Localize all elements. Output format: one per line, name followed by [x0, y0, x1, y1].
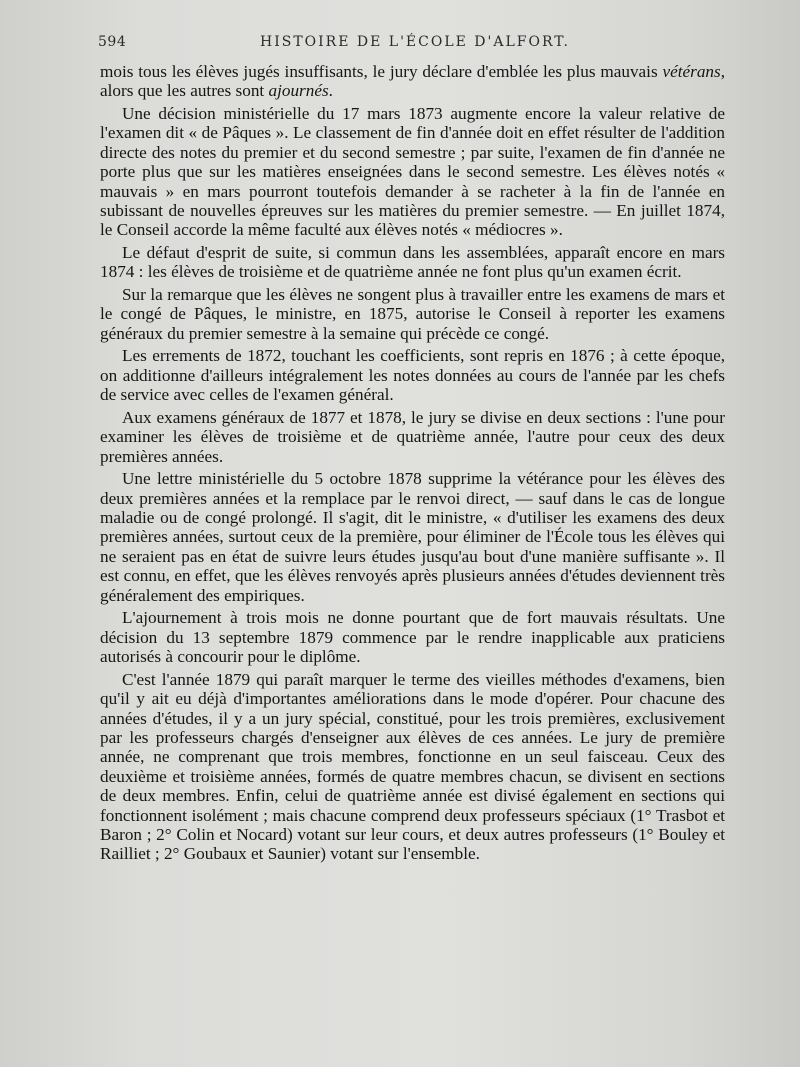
p1-text-a: mois tous les élèves jugés insuffisants, le jury déclare d'emblée les plus mauvais — [100, 62, 663, 81]
paragraph-8: L'ajournement à trois mois ne donne pourtant que de fort mauvais résultats. Une décision du 13 septembre 1879 commence par le rendre inapplicable aux praticiens autorisés à concourir pour le diplôme. — [100, 608, 725, 667]
paragraph-4: Sur la remarque que les élèves ne songent plus à travailler entre les examens de mars et le congé de Pâques, le ministre, en 1875, autorise le Conseil à reporter les examens généraux du premier semestre à la semaine qui précède ce congé. — [100, 285, 725, 343]
paragraph-6: Aux examens généraux de 1877 et 1878, le jury se divise en deux sections : l'une pour examiner les élèves de troisième et de quatrième année, l'autre pour ceux des deux premières années. — [100, 407, 725, 466]
p1-text-e: . — [328, 81, 333, 101]
running-head: HISTOIRE DE L'ÉCOLE D'ALFORT. — [260, 34, 570, 50]
paragraph-5: Les errements de 1872, touchant les coefficients, sont repris en 1876 ; à cette époque, on additionne d'ailleurs intégralement les notes données au cours de l'année par les chefs de service avec celles de l'examen général. — [100, 346, 725, 405]
paragraph-1 — [100, 62, 725, 101]
page-header — [98, 32, 738, 56]
p1-italic-veterans: vétérans — [662, 62, 721, 81]
p1-italic-ajournes: ajournés — [268, 81, 329, 101]
p1-text-c: , alors que les autres sont — [100, 62, 725, 101]
paragraph-2: Une décision ministérielle du 17 mars 1873 augmente encore la valeur relative de l'examen dit « de Pâques ». Le classement de fin d'année doit en effet résulter de l'addition directe des notes du premier et du second semestre ; par suite, l'examen de fin d'année ne porte plus que sur les matières enseignées dans le second semestre. Les élèves notés « mauvais » en mars pourront toutefois demander à se racheter à la fin de l'année en subissant de nouvelles épreuves sur les matières du premier semestre. — En juillet 1874, le Conseil accorde la même faculté aux élèves notés « médiocres ». — [100, 104, 725, 240]
paragraph-9: C'est l'année 1879 qui paraît marquer le terme des vieilles méthodes d'examens, bien qu'il y ait eu déjà d'importantes améliorations dans le mode d'opérer. Pour chacune des années d'études, il y a un jury spécial, constitué, pour les trois premières, exclusivement par les professeurs chargés d'enseigner aux élèves de ces années. Le jury de première année, ne comprenant que trois membres, fonctionne en un seul faisceau. Ceux des deuxième et troisième années, formés de quatre membres chacun, se divisent en sections de deux membres. Enfin, celui de quatrième année est divisé également en sections qui fonctionnent isolément ; mais chacune comprend deux professeurs spéciaux (1° Trasbot et Baron ; 2° Colin et Nocard) votant sur leur cours, et deux autres professeurs (1° Bouley et Railliet ; 2° Goubaux et Saunier) votant sur l'ensemble. — [100, 669, 725, 864]
paragraph-7: Une lettre ministérielle du 5 octobre 1878 supprime la vétérance pour les élèves des deux premières années et la remplace par le renvoi direct, — sauf dans le cas de longue maladie ou de congé prolongé. Il s'agit, dit le ministre, « d'utiliser les examens des deux premières années, surtout ceux de la première, pour éliminer de l'École tous les élèves qui ne seraient pas en état de suivre leurs études jusqu'au bout d'une manière suffisante ». Il est connu, en effet, que les élèves renvoyés après plusieurs années d'études deviennent très généralement des empiriques. — [100, 469, 725, 605]
page-number: 594 — [98, 34, 127, 50]
paragraph-3: Le défaut d'esprit de suite, si commun dans les assemblées, apparaît encore en mars 1874 : les élèves de troisième et de quatrième année ne font plus qu'un examen écrit. — [100, 243, 725, 282]
body-text — [100, 62, 725, 867]
